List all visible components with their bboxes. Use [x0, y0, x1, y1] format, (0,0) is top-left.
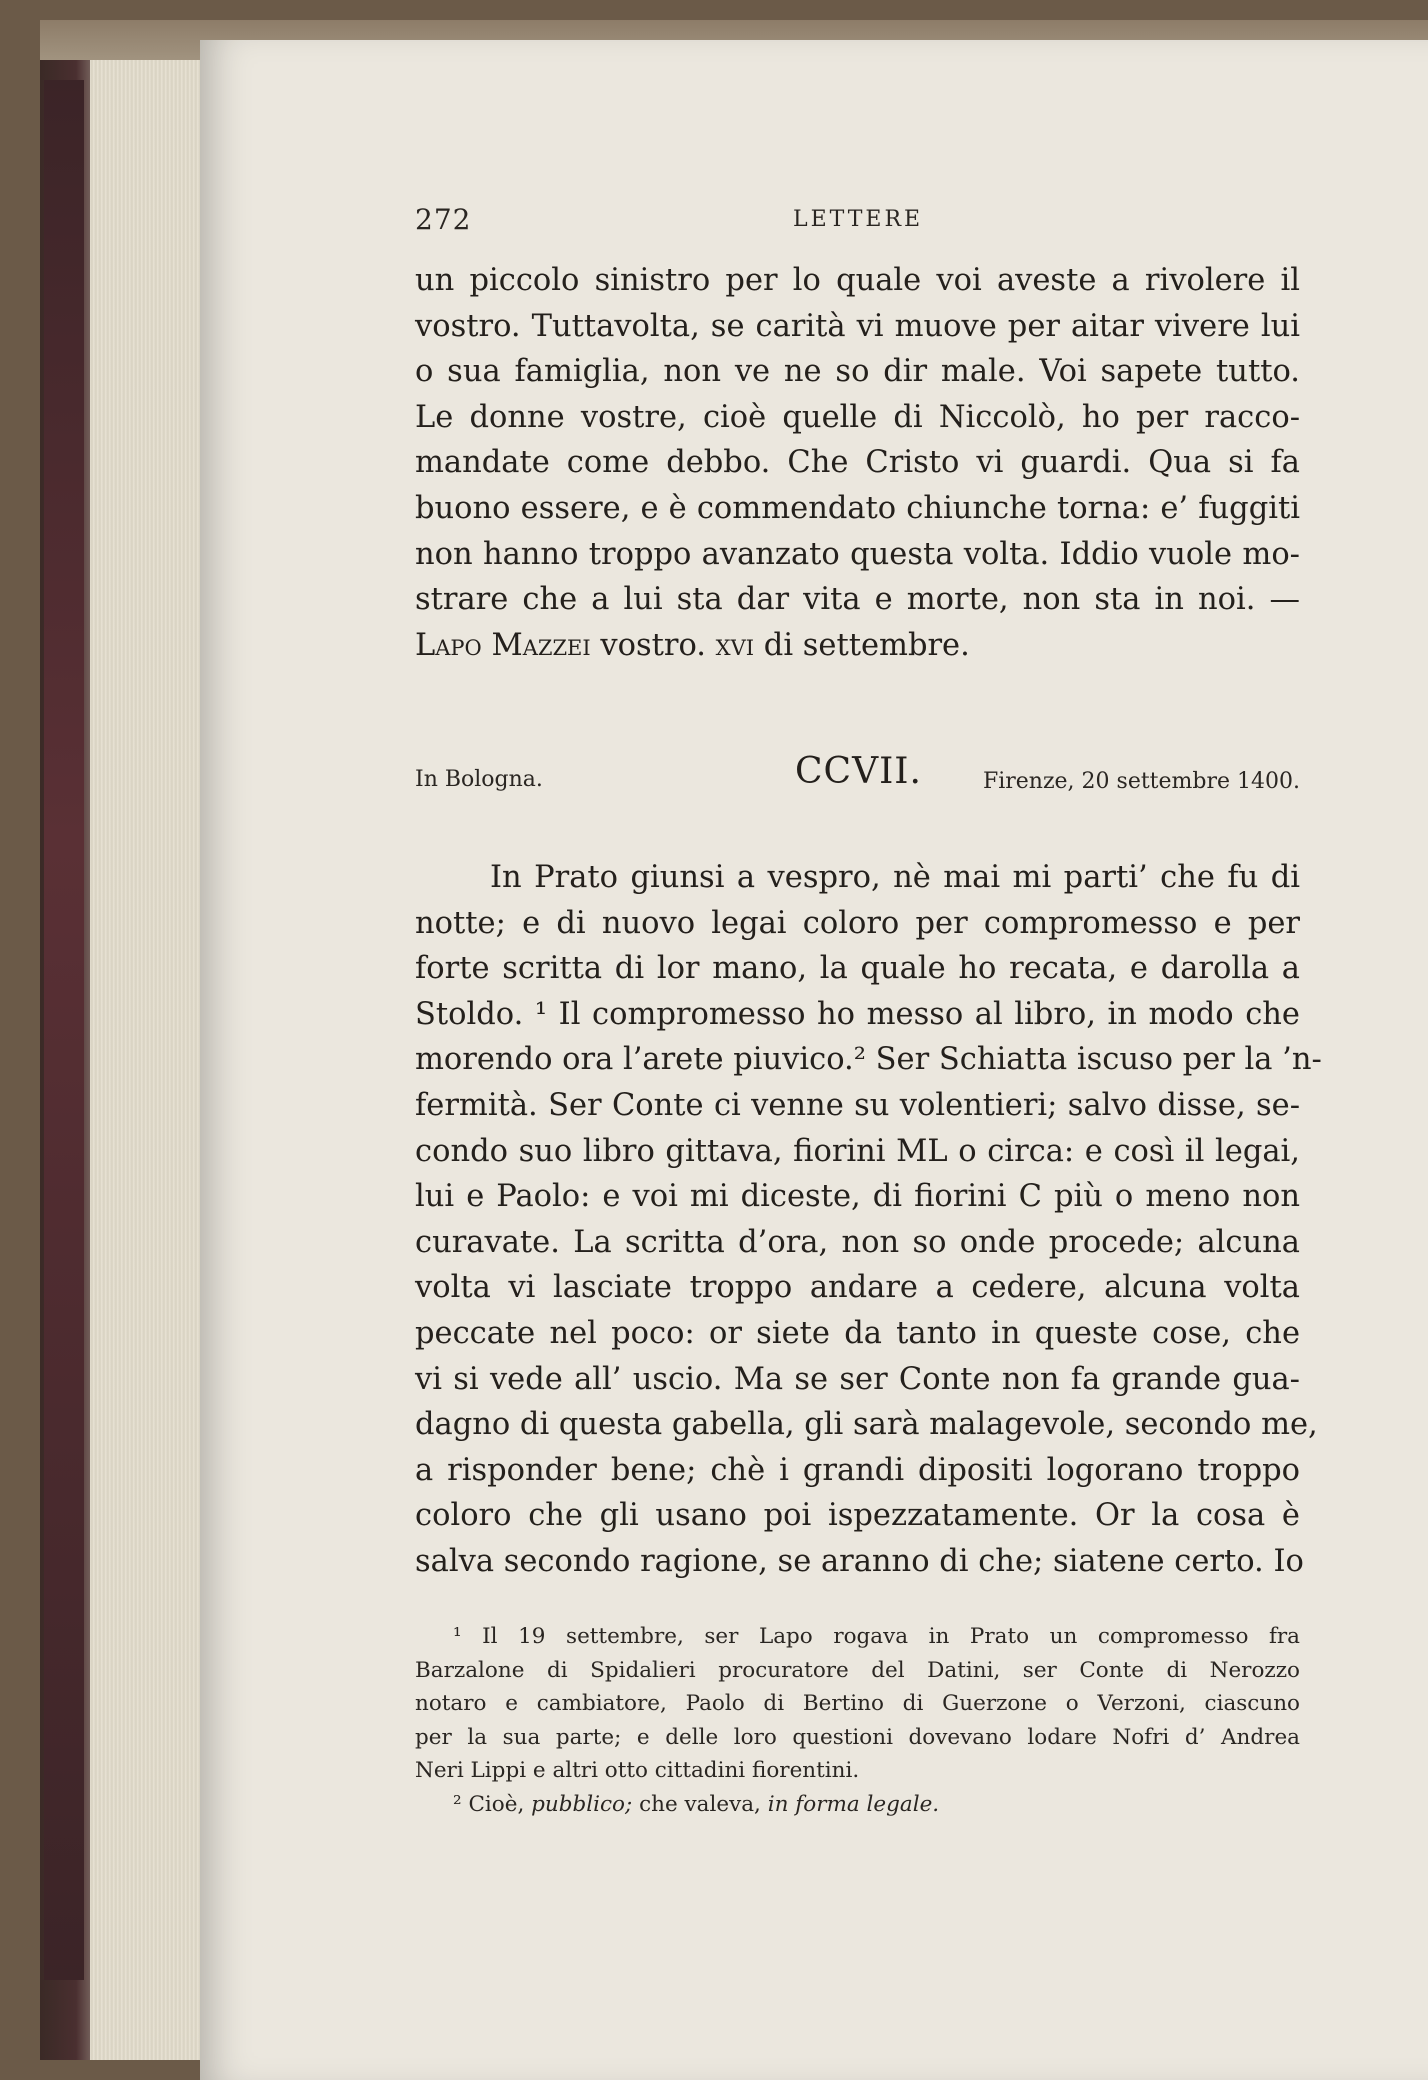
text-line: In Prato giunsi a vespro, nè mai mi parti’ che fu di — [490, 860, 1300, 895]
letter-heading — [415, 745, 1300, 805]
footnote-1-line: Barzalone di Spidalieri procuratore del Datini, ser Conte di Nerozzo — [415, 1657, 1300, 1683]
letter-date: Firenze, 20 settembre 1400. — [982, 769, 1300, 794]
letter-number: CCVII. — [795, 751, 922, 792]
page-number: 272 — [415, 203, 472, 236]
footnote-2-italic: pubblico; — [531, 1791, 633, 1817]
letter-address: In Bologna. — [415, 767, 543, 792]
text-line: strare che a lui sta dar vita e morte, non sta in noi. — — [415, 582, 1300, 618]
previous-letter-ending — [415, 258, 1300, 668]
footnote-1-line: Neri Lippi e altri otto cittadini fiorentini. — [415, 1758, 860, 1783]
text-line: lui e Paolo: e voi mi diceste, di fiorini C più o meno non — [415, 1179, 1300, 1215]
text-line: salva secondo ragione, se aranno di che; siatene certo. Io — [415, 1543, 1304, 1579]
text-line: vi si vede all’ uscio. Ma se ser Conte non fa grande gua- — [415, 1361, 1300, 1397]
footnote-1-line: ¹ Il 19 settembre, ser Lapo rogava in Prato un compromesso fra — [453, 1624, 1300, 1649]
text-line: coloro che gli usano poi ispezzatamente. Or la cosa è — [415, 1498, 1300, 1534]
signature-text: vostro. — [590, 627, 716, 663]
text-line: fermità. Ser Conte ci venne su volentieri; salvo disse, se- — [415, 1087, 1300, 1123]
text-line: Stoldo. ¹ Il compromesso ho messo al libro, in modo che — [415, 996, 1300, 1032]
text-line: peccate nel poco: or siete da tanto in queste cose, che — [415, 1315, 1300, 1351]
footnote-2-italic: in forma legale. — [767, 1791, 940, 1817]
signature-line — [415, 623, 1300, 669]
page-stack-edge — [90, 60, 210, 2060]
text-line: a risponder bene; chè i grandi dipositi logorano troppo — [415, 1452, 1300, 1488]
footnote-1-line: notaro e cambiatore, Paolo di Bertino di Guerzone o Verzoni, ciascuno — [415, 1691, 1300, 1716]
signature-month: di settembre. — [754, 627, 970, 663]
text-line: forte scritta di lor mano, la quale ho recata, e darolla a — [415, 951, 1300, 987]
text-line: condo suo libro gittava, fiorini ML o circa: e così il legai, — [415, 1133, 1300, 1169]
footnote-2-prefix: ² Cioè, — [453, 1791, 532, 1817]
footnote-1-line: per la sua parte; e delle loro questioni dovevano lodare Nofri d’ Andrea — [415, 1724, 1300, 1750]
footnote-2-middle: che valeva, — [632, 1791, 768, 1817]
page-header — [415, 203, 1315, 243]
signature-day: xvi — [715, 627, 755, 663]
running-title: LETTERE — [793, 207, 924, 232]
text-line: mandate come debbo. Che Cristo vi guardi. Qua si fa — [415, 445, 1300, 481]
book-spine — [44, 80, 84, 1980]
text-line: vostro. Tuttavolta, se carità vi muove per aitar vivere lui — [415, 308, 1300, 344]
text-line: curavate. La scritta d’ora, non so onde procede; alcuna — [415, 1224, 1300, 1260]
text-line: volta vi lasciate troppo andare a cedere, alcuna volta — [415, 1270, 1300, 1306]
text-line: dagno di questa gabella, gli sarà malagevole, secondo me, — [415, 1407, 1318, 1443]
text-line: o sua famiglia, non ve ne so dir male. Voi sapete tutto. — [415, 354, 1300, 390]
text-line: morendo ora l’arete piuvico.² Ser Schiatta iscuso per la ’n- — [415, 1042, 1322, 1078]
text-line: non hanno troppo avanzato questa volta. Iddio vuole mo- — [415, 536, 1300, 572]
signature-name: Lapo Mazzei — [415, 627, 591, 663]
text-line: un piccolo sinistro per lo quale voi aveste a rivolere il — [415, 263, 1300, 298]
text-line: notte; e di nuovo legai coloro per compromesso e per — [415, 905, 1300, 941]
text-line: buono essere, e è commendato chiunche torna: e’ fuggiti — [415, 490, 1300, 526]
footnotes — [415, 1620, 1300, 1821]
footnote-2 — [415, 1788, 1300, 1822]
letter-body — [415, 855, 1322, 1585]
text-line: Le donne vostre, cioè quelle di Niccolò, ho per racco- — [415, 399, 1300, 435]
